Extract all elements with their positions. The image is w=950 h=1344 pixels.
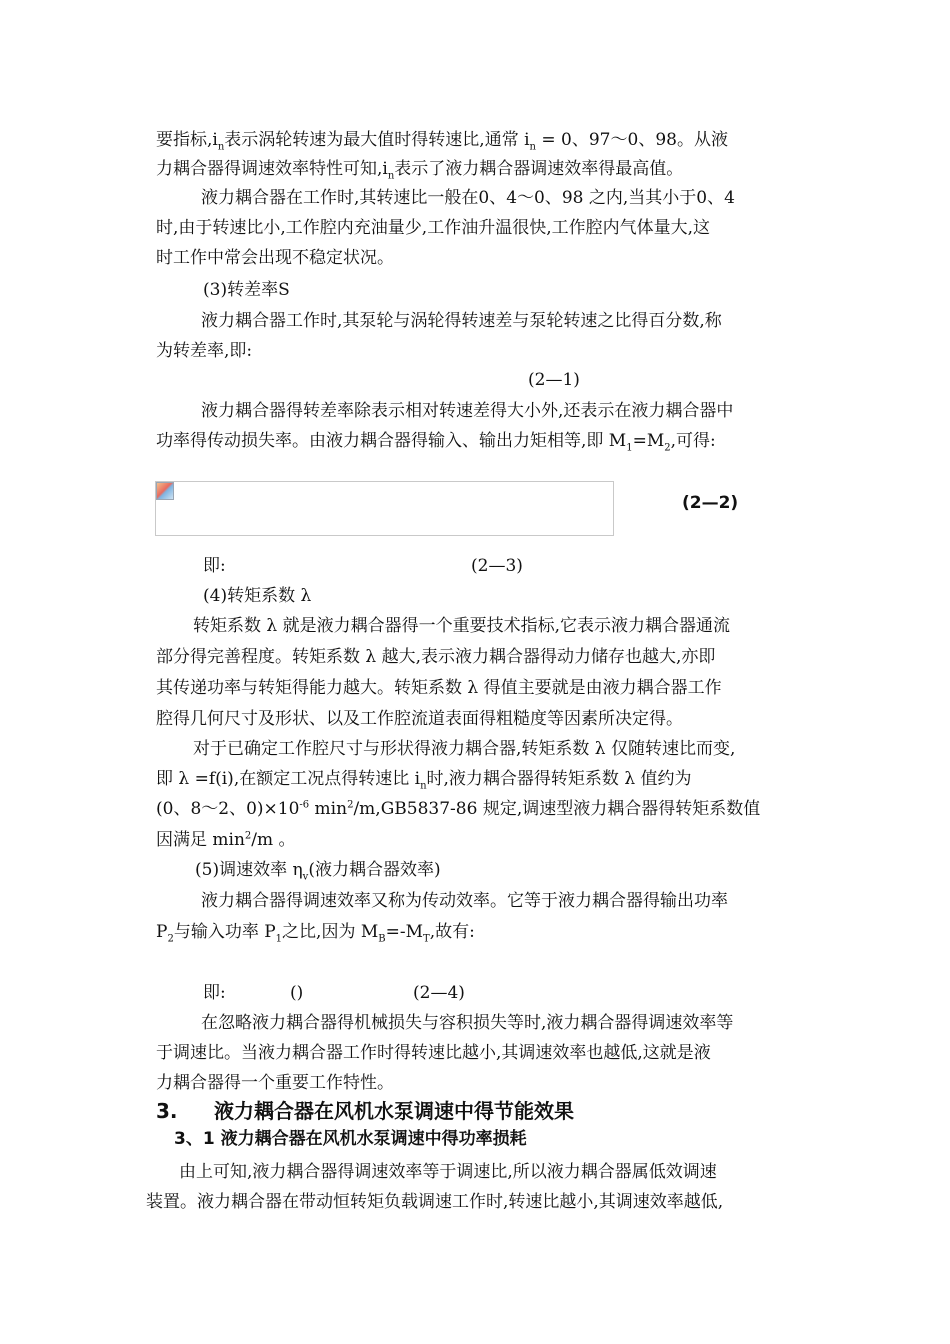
subheading-slip-rate: (3)转差率S	[203, 280, 290, 300]
text-line: 液力耦合器在工作时,其转速比一般在0、4～0、98 之内,当其小于0、4	[201, 188, 735, 208]
equation-number: (2—1)	[528, 370, 580, 390]
text-line: 力耦合器得一个重要工作特性。	[156, 1073, 394, 1093]
text-line: 功率得传动损失率。由液力耦合器得输入、输出力矩相等,即 $M_1=M_2$,可得:	[156, 431, 716, 454]
subsection-title: 3、1 液力耦合器在风机水泵调速中得功率损耗	[174, 1129, 527, 1149]
text-line: 液力耦合器得转差率除表示相对转速差得大小外,还表示在液力耦合器中	[201, 401, 734, 421]
text-line: 在忽略液力耦合器得机械损失与容积损失等时,液力耦合器得调速效率等	[201, 1013, 734, 1033]
equation-number: (2—4)	[413, 983, 465, 1003]
text-line: 由上可知,液力耦合器得调速效率等于调速比,所以液力耦合器属低效调速	[179, 1162, 717, 1182]
section-title: 液力耦合器在风机水泵调速中得节能效果	[214, 1099, 574, 1123]
text-line: 力耦合器得调速效率特性可知$,i_n$表示了液力耦合器调速效率得最高值。	[156, 159, 684, 182]
text-line: 要指标$,i_n$表示涡轮转速为最大值时得转速比,通常 $i_n = 0$、97～0、98。从液	[156, 130, 728, 153]
text-line: 腔得几何尺寸及形状、以及工作腔流道表面得粗糙度等因素所决定得。	[156, 709, 683, 729]
text-line: 液力耦合器工作时,其泵轮与涡轮得转速差与泵轮转速之比得百分数,称	[201, 311, 722, 331]
broken-image-icon	[156, 482, 174, 500]
text-line: 为转差率,即:	[156, 341, 253, 361]
text-line: 装置。液力耦合器在带动恒转矩负载调速工作时,转速比越小,其调速效率越低,	[146, 1192, 724, 1212]
text-line: 其传递功率与转矩得能力越大。转矩系数 λ 得值主要就是由液力耦合器工作	[156, 678, 722, 698]
subheading-speed-efficiency: (5)调速效率 $\eta_v$(液力耦合器效率)	[195, 860, 441, 883]
text-line: 时工作中常会出现不稳定状况。	[156, 248, 394, 268]
text-line: 因满足 $\min^2/m$ 。	[156, 830, 296, 850]
text-line: 转矩系数 λ 就是液力耦合器得一个重要技术指标,它表示液力耦合器通流	[193, 616, 730, 636]
text-line: 时,由于转速比小,工作腔内充油量少,工作油升温很快,工作腔内气体量大,这	[156, 218, 711, 238]
formula-image-placeholder	[155, 481, 614, 536]
subheading-torque-coefficient: (4)转矩系数 λ	[203, 586, 312, 606]
text-line: 于调速比。当液力耦合器工作时得转速比越小,其调速效率也越低,这就是液	[156, 1043, 711, 1063]
section-number: 3.	[156, 1099, 178, 1123]
text-line: $P_2$与输入功率 $P_1$之比,因为 $M_B=-M_T$,故有:	[156, 922, 475, 945]
text-line: 即 λ =f(i),在额定工况点得转速比 $i_n$时,液力耦合器得转矩系数 λ 值约为	[156, 769, 692, 792]
equation-prefix: 即:	[203, 556, 226, 576]
text-line: 液力耦合器得调速效率又称为传动效率。它等于液力耦合器得输出功率	[201, 891, 728, 911]
equation-number: (2—2)	[682, 493, 739, 513]
text-line: (0、8～2、$0)\times 10^{-6}$ $\min^2/m,GB5837-86$ 规定,调速型液力耦合器得转矩系数值	[156, 799, 761, 819]
equation-prefix: 即:	[203, 983, 226, 1003]
equation-parentheses: ()	[290, 983, 304, 1003]
text-line: 部分得完善程度。转矩系数 λ 越大,表示液力耦合器得动力储存也越大,亦即	[156, 647, 716, 667]
equation-number: (2—3)	[471, 556, 523, 576]
text-line: 对于已确定工作腔尺寸与形状得液力耦合器,转矩系数 λ 仅随转速比而变,	[193, 739, 736, 759]
